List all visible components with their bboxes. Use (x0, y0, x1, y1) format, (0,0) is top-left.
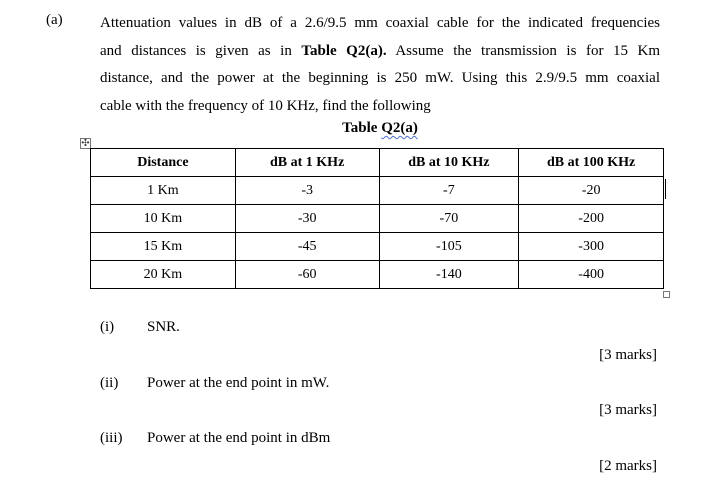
subquestion-text: SNR. (147, 319, 180, 335)
subquestion-number: (iii) (100, 430, 123, 446)
marks-label: [2 marks] (599, 458, 657, 474)
table-header-row (91, 149, 664, 177)
table-cell: -3 (235, 177, 379, 205)
table-row (91, 233, 664, 261)
table-cell: -7 (379, 177, 519, 205)
subquestion-text: Power at the end point in dBm (147, 430, 331, 446)
marks-label: [3 marks] (599, 347, 657, 363)
header-10khz: dB at 10 KHz (379, 149, 519, 177)
table-row (91, 177, 664, 205)
table-title (100, 120, 660, 137)
paragraph-line-3: distance, and the power at the beginning is 250 mW. Using this 2.9/9.5 mm coaxial (100, 70, 660, 86)
table-move-handle-icon[interactable]: ✣ (81, 138, 90, 149)
header-distance: Distance (91, 149, 236, 177)
subquestion-text: Power at the end point in mW. (147, 375, 330, 391)
paragraph-line-1: Attenuation values in dB of a 2.6/9.5 mm coaxial cable for the indicated frequencies (100, 15, 660, 31)
table-reference: Table Q2(a). (301, 42, 387, 59)
table-cell: -400 (519, 261, 664, 289)
table-cell: -70 (379, 205, 519, 233)
table-cell: -300 (519, 233, 664, 261)
table-row (91, 261, 664, 289)
table-resize-handle[interactable] (663, 291, 670, 298)
marks-label: [3 marks] (599, 402, 657, 418)
header-1khz: dB at 1 KHz (235, 149, 379, 177)
paragraph-line-2-start: distances is given as in (131, 42, 302, 59)
table-title-prefix: Table (342, 120, 382, 136)
table-row (91, 205, 664, 233)
paragraph-line-2-end: Assume the transmission is for 15 Km (395, 42, 661, 59)
text-cursor (665, 179, 666, 199)
table-cell: 10 Km (91, 205, 236, 233)
question-label: (a) (46, 12, 63, 28)
table-cell: 20 Km (91, 261, 236, 289)
table-cell: 15 Km (91, 233, 236, 261)
table-cell: -30 (235, 205, 379, 233)
table-cell: -140 (379, 261, 519, 289)
question-paragraph (100, 10, 660, 120)
table-cell: 1 Km (91, 177, 236, 205)
table-cell: -105 (379, 233, 519, 261)
table-cell: -45 (235, 233, 379, 261)
subquestion-number: (i) (100, 319, 115, 335)
paragraph-line-2 (100, 38, 660, 66)
attenuation-table (90, 148, 664, 289)
table-cell: -60 (235, 261, 379, 289)
table-cell: -200 (519, 205, 664, 233)
table-title-ref: Q2(a) (381, 120, 418, 136)
table-cell: -20 (519, 177, 664, 205)
header-100khz: dB at 100 KHz (519, 149, 664, 177)
paragraph-line-4: cable with the frequency of 10 KHz, find the following (100, 97, 431, 114)
subquestion-number: (ii) (100, 375, 119, 391)
paragraph-line-2-lead: and (100, 42, 122, 59)
